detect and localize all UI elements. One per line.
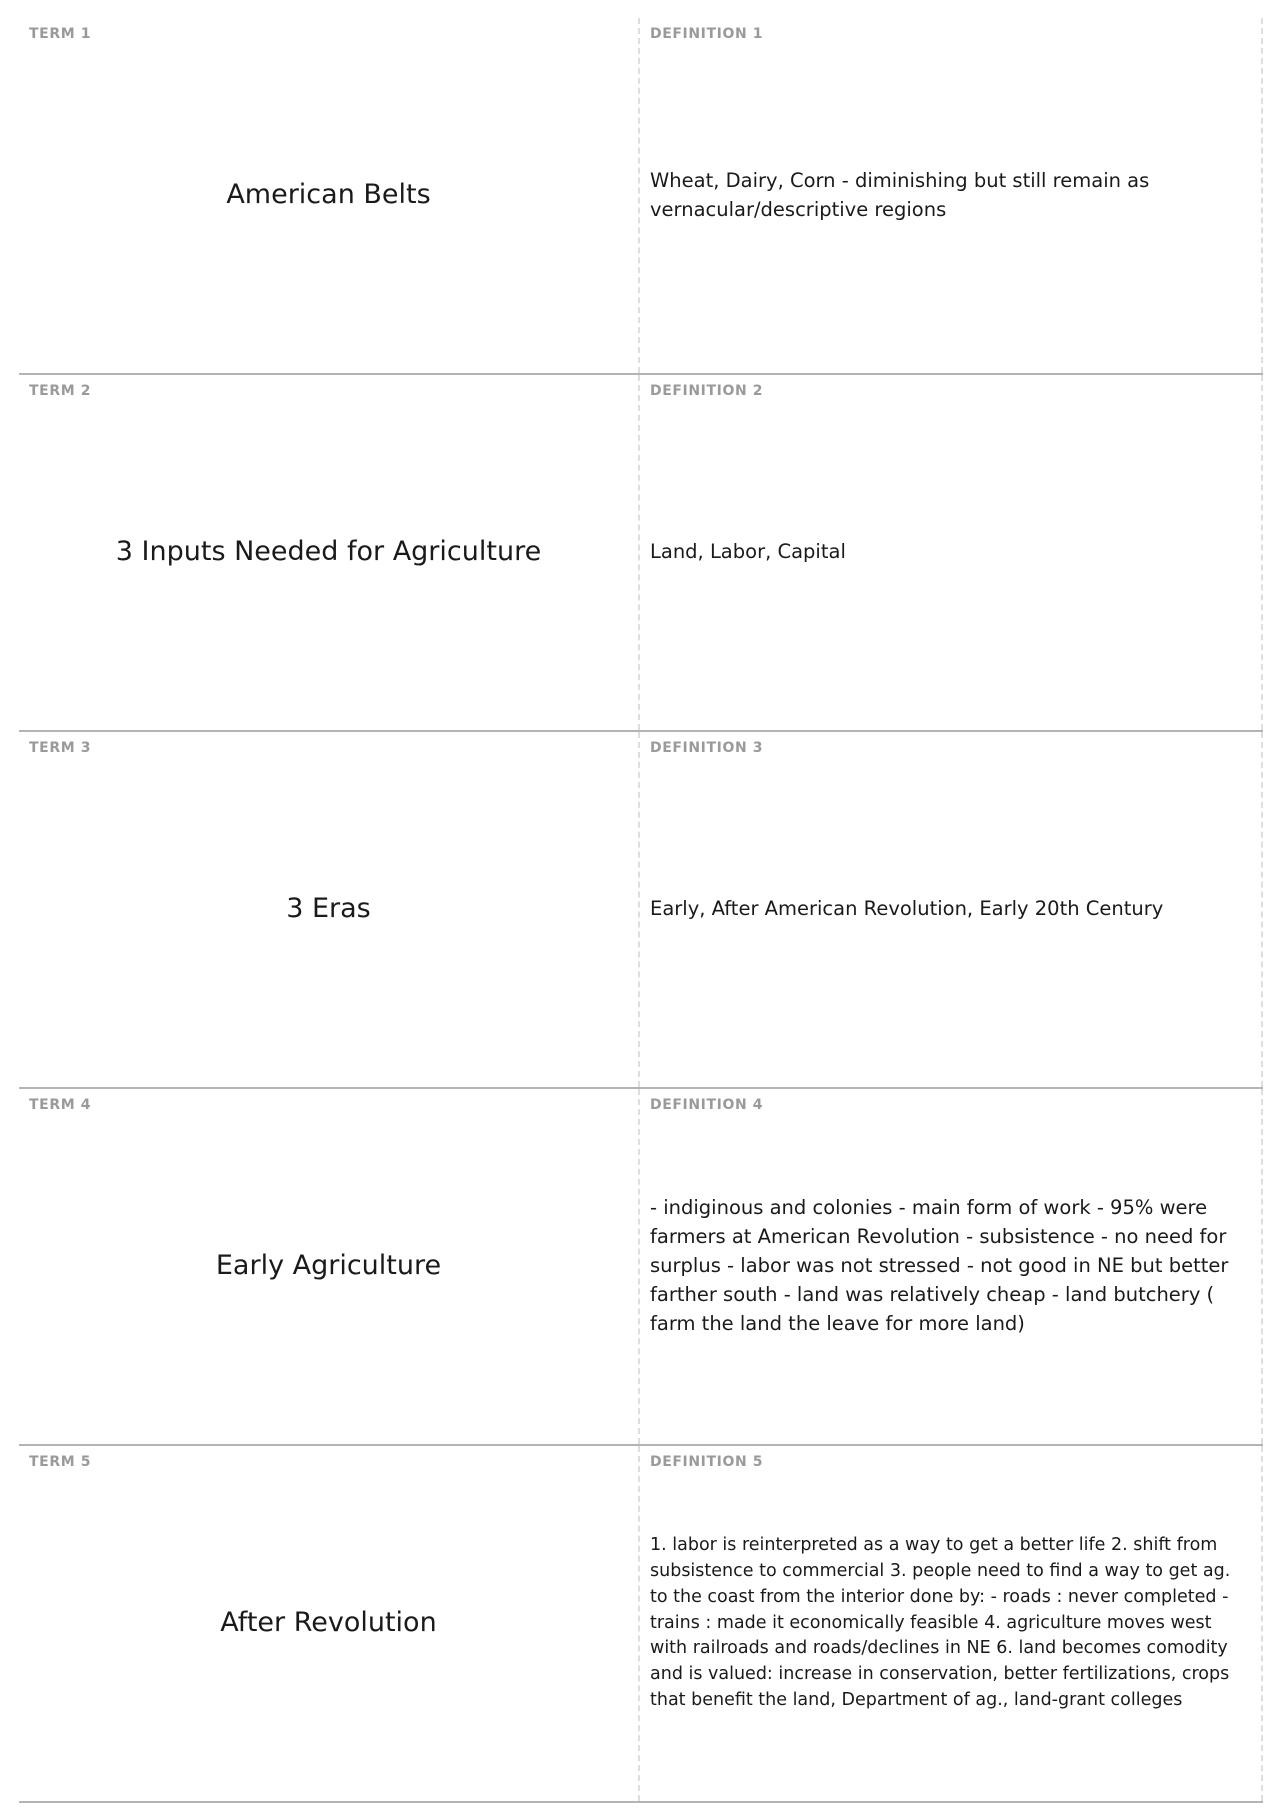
flashcard-row <box>19 375 1263 732</box>
term-label: TERM 4 <box>29 1097 92 1113</box>
flashcard-row <box>19 18 1263 375</box>
definition-label: DEFINITION 4 <box>650 1097 764 1113</box>
term-cell <box>19 18 640 373</box>
term-cell <box>19 1446 640 1801</box>
flashcard-row <box>19 1089 1263 1446</box>
term-label: TERM 1 <box>29 26 92 42</box>
definition-text: Early, After American Revolution, Early 20th Century <box>650 897 1164 921</box>
term-cell <box>19 1089 640 1444</box>
definition-text: - indiginous and colonies - main form of work - 95% were farmers at American Revolution - subsistence - no need for surplus - labor was not stressed - not good in NE but better farther south - land was relatively cheap - land butchery ( farm the land the leave for more land) <box>650 1196 1229 1335</box>
term-label: TERM 5 <box>29 1454 92 1470</box>
term-text: American Belts <box>226 179 431 211</box>
term-cell <box>19 375 640 730</box>
term-label: TERM 3 <box>29 740 92 756</box>
definition-cell <box>640 375 1263 730</box>
flashcard-sheet <box>19 18 1263 1803</box>
term-text: 3 Inputs Needed for Agriculture <box>115 536 542 568</box>
definition-cell <box>640 732 1263 1087</box>
definition-cell <box>640 18 1263 373</box>
flashcard-row <box>19 732 1263 1089</box>
definition-text: Land, Labor, Capital <box>650 540 846 564</box>
term-text: 3 Eras <box>286 893 371 925</box>
definition-cell <box>640 1446 1263 1801</box>
definition-label: DEFINITION 3 <box>650 740 764 756</box>
term-text: After Revolution <box>220 1607 437 1639</box>
definition-text: Wheat, Dairy, Corn - diminishing but still remain as vernacular/descriptive regions <box>650 168 1150 221</box>
definition-label: DEFINITION 5 <box>650 1454 764 1470</box>
term-cell <box>19 732 640 1087</box>
definition-label: DEFINITION 2 <box>650 383 764 399</box>
definition-label: DEFINITION 1 <box>650 26 764 42</box>
term-text: Early Agriculture <box>215 1250 442 1282</box>
definition-text: 1. labor is reinterpreted as a way to get a better life 2. shift from subsistence to commercial 3. people need to find a way to get ag. to the coast from the interior done by: - roads : never completed - trains : made it economically feasible 4. agriculture moves west with railroads and roads/declines in NE 6. land becomes comodity and is valued: increase in conservation, better fertilizations, crops that benefit the land, Department of ag., land-grant colleges <box>650 1534 1231 1711</box>
term-label: TERM 2 <box>29 383 92 399</box>
flashcard-row <box>19 1446 1263 1803</box>
definition-cell <box>640 1089 1263 1444</box>
